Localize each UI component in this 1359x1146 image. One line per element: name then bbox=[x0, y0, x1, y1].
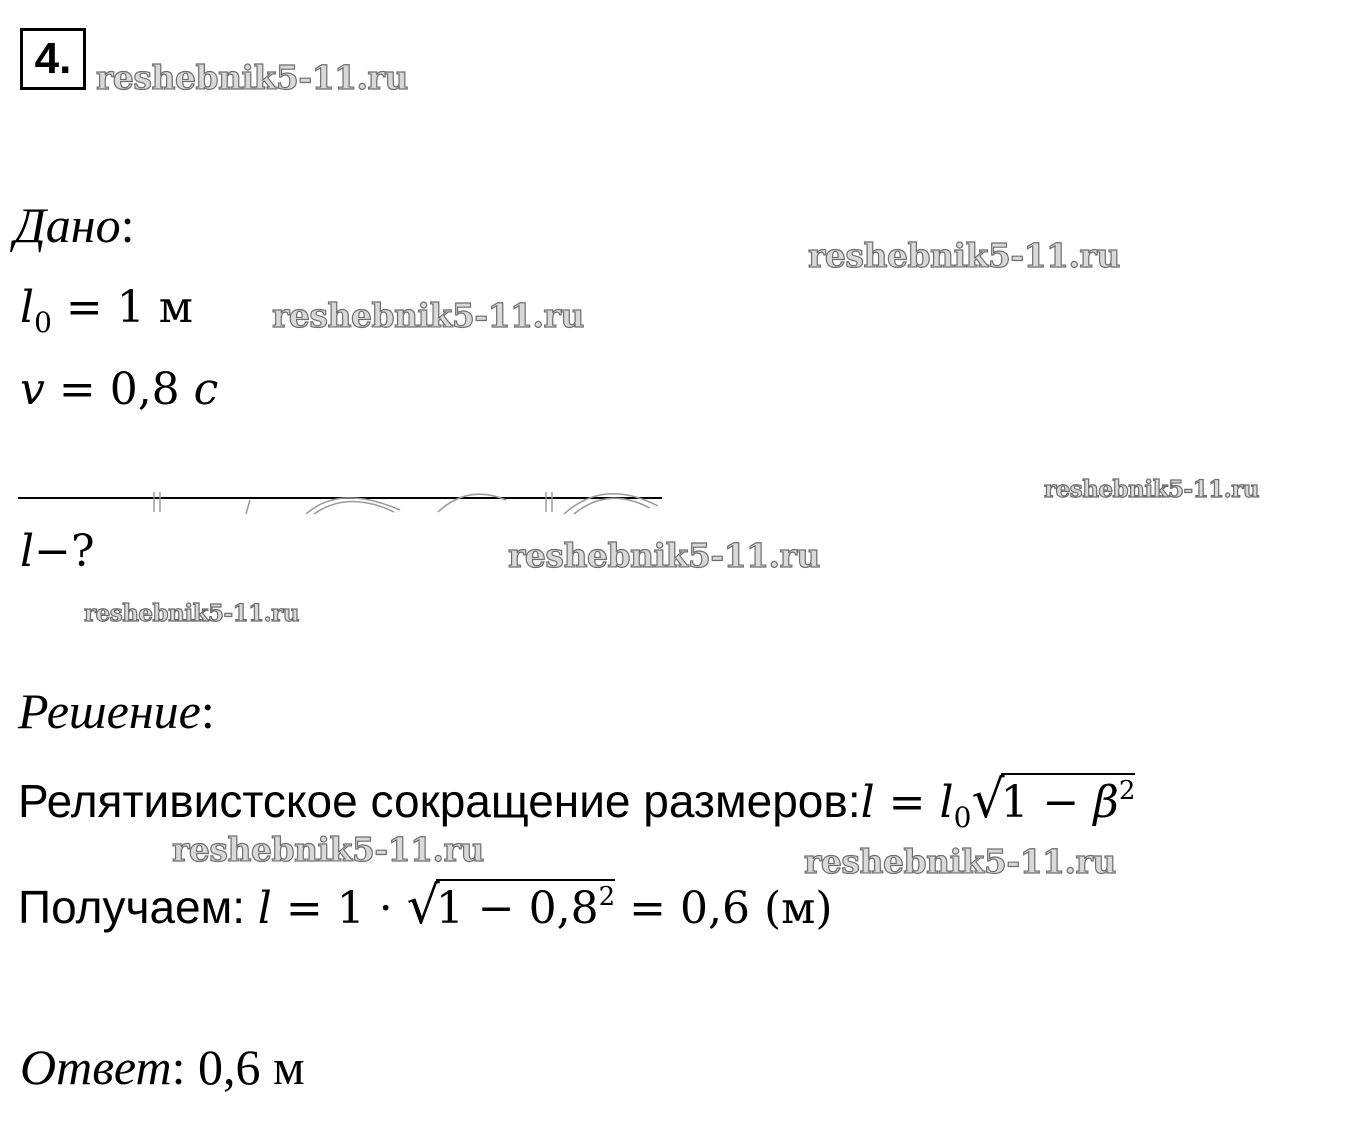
watermark: reshebnik5-11.ru bbox=[1044, 476, 1259, 503]
watermark: reshebnik5-11.ru bbox=[272, 296, 584, 335]
watermark: reshebnik5-11.ru bbox=[84, 600, 299, 627]
beta-exponent: 2 bbox=[1118, 776, 1136, 806]
watermark: reshebnik5-11.ru bbox=[172, 830, 484, 869]
sqrt-expression bbox=[971, 770, 1135, 830]
l0-symbol: l bbox=[20, 282, 35, 333]
radicand bbox=[436, 879, 615, 934]
watermark: reshebnik5-11.ru bbox=[96, 58, 408, 97]
radicand-exponent: 2 bbox=[598, 882, 616, 912]
find-question: −? bbox=[34, 526, 95, 577]
l0-subscript: 0 bbox=[34, 306, 52, 339]
find-l bbox=[20, 526, 95, 577]
watermark: reshebnik5-11.ru bbox=[508, 536, 820, 575]
solution-label: Решение bbox=[18, 683, 201, 739]
formula-l: l bbox=[860, 777, 875, 828]
result-l: l bbox=[257, 883, 272, 934]
task-number: 4. bbox=[20, 28, 86, 90]
solution-heading bbox=[18, 682, 215, 740]
solution-line-2 bbox=[18, 876, 833, 936]
solution-line-1 bbox=[18, 770, 1136, 834]
result-formula bbox=[257, 876, 833, 936]
answer-line bbox=[20, 1038, 305, 1096]
result-mid: = 1 · bbox=[271, 883, 407, 934]
result-label: Получаем: bbox=[18, 881, 258, 933]
find-symbol: l bbox=[20, 526, 35, 577]
given-l0 bbox=[20, 282, 193, 339]
radicand bbox=[1001, 773, 1136, 828]
watermark: reshebnik5-11.ru bbox=[804, 842, 1116, 881]
solution-colon: : bbox=[200, 683, 215, 739]
v-symbol: v bbox=[20, 364, 45, 415]
radicand-text: 1 − bbox=[1000, 777, 1094, 828]
divider-line bbox=[18, 480, 678, 520]
formula-equals: = bbox=[874, 777, 940, 828]
given-colon: : bbox=[120, 197, 135, 253]
formula-l0-sub: 0 bbox=[953, 801, 972, 834]
given-heading bbox=[14, 196, 135, 254]
answer-label: Ответ bbox=[20, 1039, 172, 1095]
formula-l0: l bbox=[939, 777, 954, 828]
answer-value: 0,6 м bbox=[185, 1039, 305, 1095]
beta-symbol: β bbox=[1093, 777, 1119, 828]
given-label: Дано bbox=[14, 197, 121, 253]
answer-colon: : bbox=[171, 1039, 186, 1095]
radical-sign: √ bbox=[406, 876, 440, 936]
v-c-symbol: c bbox=[193, 364, 219, 415]
l0-value: = 1 м bbox=[51, 282, 193, 333]
radical-sign: √ bbox=[971, 770, 1005, 830]
v-value: = 0,8 bbox=[44, 364, 194, 415]
result-value: = 0,6 (м) bbox=[615, 883, 833, 934]
given-v bbox=[20, 364, 218, 415]
formula-description: Релятивистское сокращение размеров: bbox=[18, 775, 861, 827]
watermark: reshebnik5-11.ru bbox=[808, 236, 1120, 275]
sqrt-expression bbox=[407, 876, 616, 936]
formula-contraction bbox=[860, 770, 1136, 834]
radicand-text: 1 − 0,8 bbox=[435, 883, 599, 934]
